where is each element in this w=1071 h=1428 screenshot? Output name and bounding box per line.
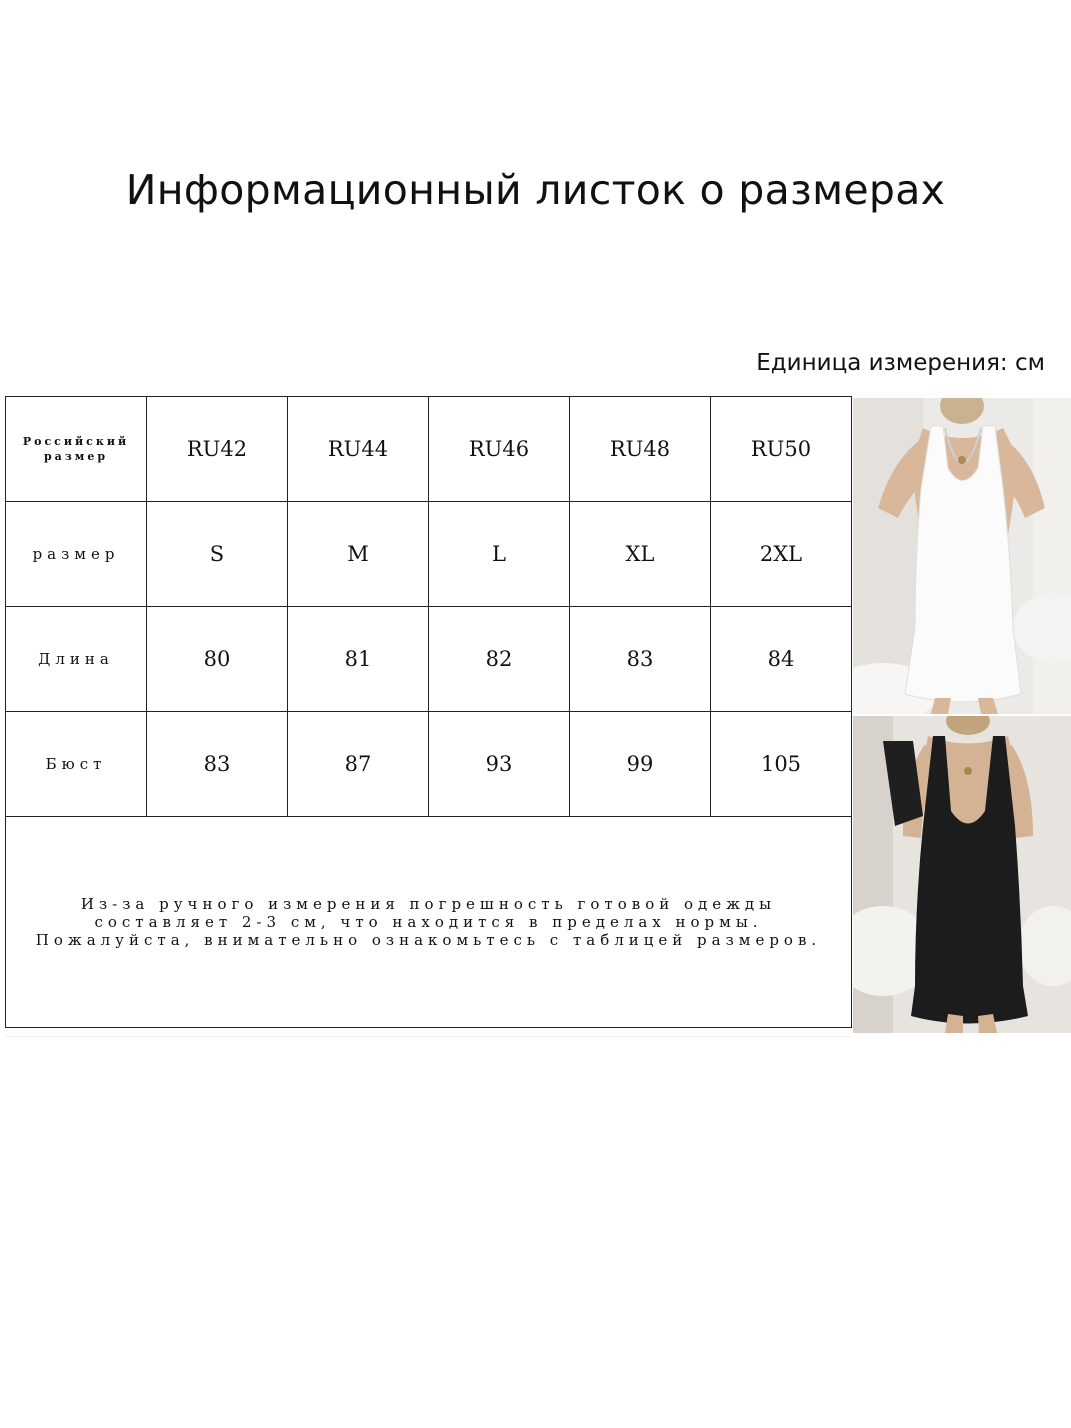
cell-ru48: RU48 xyxy=(570,397,711,502)
measurement-note: Из-за ручного измерения погрешность готовой одежды составляет 2-3 см, что находится в пределах нормы. Пожалуйста, внимательно ознакомьтесь с таблицей размеров. xyxy=(6,817,852,1028)
cell-length: 83 xyxy=(570,607,711,712)
white-tank-dress-photo xyxy=(853,398,1071,714)
cell-bust: 87 xyxy=(288,712,429,817)
unit-label: Единица измерения: см xyxy=(756,350,1045,376)
product-photos xyxy=(853,398,1071,1033)
black-tank-dress-photo xyxy=(853,716,1071,1033)
white-tank-dress-image xyxy=(853,398,1071,714)
table-row xyxy=(6,607,852,712)
cell-ru50: RU50 xyxy=(711,397,852,502)
cell-ru46: RU46 xyxy=(429,397,570,502)
table-row xyxy=(6,397,852,502)
cell-size-2xl: 2XL xyxy=(711,502,852,607)
cell-length: 84 xyxy=(711,607,852,712)
row-label-ru-size: Российский размер xyxy=(6,397,147,502)
divider xyxy=(5,1036,851,1037)
cell-ru42: RU42 xyxy=(147,397,288,502)
table-row xyxy=(6,712,852,817)
row-label-bust: Бюст xyxy=(6,712,147,817)
table-row xyxy=(6,817,852,1028)
cell-ru44: RU44 xyxy=(288,397,429,502)
black-tank-dress-image xyxy=(853,716,1071,1033)
cell-length: 81 xyxy=(288,607,429,712)
page-title: Информационный листок о размерах xyxy=(125,166,946,214)
cell-bust: 105 xyxy=(711,712,852,817)
cell-bust: 83 xyxy=(147,712,288,817)
cell-size-m: M xyxy=(288,502,429,607)
cell-size-xl: XL xyxy=(570,502,711,607)
cell-length: 82 xyxy=(429,607,570,712)
row-label-size: размер xyxy=(6,502,147,607)
size-table xyxy=(5,396,852,1028)
cell-length: 80 xyxy=(147,607,288,712)
cell-bust: 99 xyxy=(570,712,711,817)
row-label-length: Длина xyxy=(6,607,147,712)
cell-size-s: S xyxy=(147,502,288,607)
cell-bust: 93 xyxy=(429,712,570,817)
table-row xyxy=(6,502,852,607)
cell-size-l: L xyxy=(429,502,570,607)
